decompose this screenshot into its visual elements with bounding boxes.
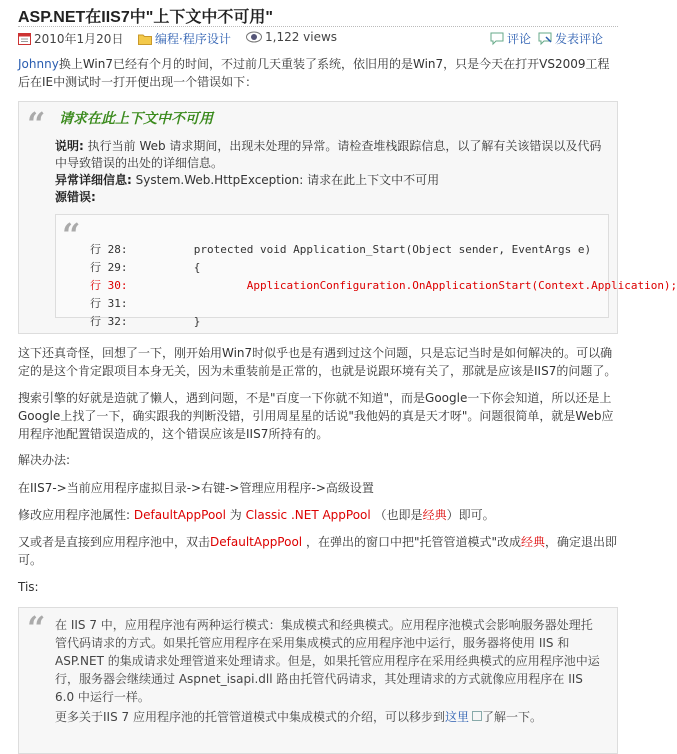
tips-heading: Tis: xyxy=(18,580,39,594)
post-meta xyxy=(18,30,618,48)
tip-quote-icon: “ xyxy=(27,609,46,647)
solution-alternative: 又或者是直接到应用程序池中，双击DefaultAppPool ，在弹出的窗口中把"托管管道模式"改成经典，确定退出即可。 xyxy=(18,535,618,567)
tip-text: 在 IIS 7 中，应用程序池有两种运行模式：集成模式和经典模式。应用程序池模式会影响服务器处理托管代码请求的方式。如果托管应用程序在采用集成模式的应用程序池中运行，服务器将使用 IIS 和 ASP.NET 的集成请求处理管道来处理请求。但是，如果托管应用程序在采用经典模式的应用程序池中运行，服务器会继续通过 Aspnet_isapi.dll 路由托管代码请求，其处理请求的方式就像应用程序在 IIS 6.0 中运行一样。 xyxy=(55,618,600,704)
calendar-icon xyxy=(18,32,31,45)
error-details xyxy=(55,138,605,206)
desc-text: 执行当前 Web 请求期间，出现未处理的异常。请检查堆栈跟踪信息，以了解有关该错误以及代码中导致错误的出处的详细信息。 xyxy=(55,139,602,170)
pool-name: DefaultAppPool xyxy=(133,508,226,522)
post-comment-link[interactable] xyxy=(538,30,603,47)
post-date-text: 2010年1月20日 xyxy=(34,32,124,46)
post-comment-label[interactable]: 发表评论 xyxy=(555,32,604,46)
code-line: 行 32: } xyxy=(90,315,201,328)
desc-label: 说明: xyxy=(55,139,84,153)
solution-heading: 解决办法: xyxy=(18,453,71,467)
error-title: 请求在此上下文中不可用 xyxy=(59,111,213,127)
body-paragraph-2: 搜索引擎的好就是造就了懒人，遇到问题，不是"百度一下你就不知道"，而是Google一下你会知道，所以还是上Google上找了一下，确实跟我的判断没错，引用周星星的话说"我他妈的真是天才呀"。问题很简单，就是Web应用程序池配置错误造成的，这个错误应该是IIS7所持有的。 xyxy=(18,391,614,441)
tip-quote-box xyxy=(18,607,618,754)
post-comment-icon xyxy=(538,32,552,45)
source-label: 源错误: xyxy=(55,190,96,204)
classic-word: 经典 xyxy=(422,508,447,522)
intro-paragraph xyxy=(18,55,618,91)
solution-step-1: 在IIS7->当前应用程序虚拟目录->右键->管理应用程序->高级设置 xyxy=(18,481,374,495)
body-paragraph-1: 这下还真奇怪，回想了一下，刚开始用Win7时似乎也是有遇到过这个问题，只是忘记当时是如何解决的。可以确定的是这个肯定跟项目本身无关，因为未重装前是正常的，也就是说跟环境有关了，那就是应该是IIS7的问题了。 xyxy=(18,346,617,378)
folder-icon xyxy=(138,33,152,45)
code-quote-icon: “ xyxy=(62,216,81,254)
post-title: ASP.NET在IIS7中"上下文中不可用" xyxy=(18,9,273,26)
post-date xyxy=(18,30,123,47)
code-line-highlighted: 行 30: ApplicationConfiguration.OnApplicationStart(Context.Application); xyxy=(90,279,677,292)
detail-text: System.Web.HttpException: 请求在此上下文中不可用 xyxy=(135,173,440,187)
pool-name-2: DefaultAppPool xyxy=(210,535,303,549)
code-line: 行 28: protected void Application_Start(Object sender, EventArgs e) xyxy=(90,243,592,256)
comment-label[interactable]: 评论 xyxy=(507,32,532,46)
intro-text: 换上Win7已经有个月的时间，不过前几天重装了系统，依旧用的是Win7，只是今天在打开VS2009工程后在IE中测试时一打开便出现一个错误如下： xyxy=(18,57,610,89)
here-link[interactable]: 这里 xyxy=(444,710,469,724)
comment-link[interactable] xyxy=(490,30,531,47)
post-views xyxy=(246,30,337,44)
code-line: 行 29: { xyxy=(90,261,201,274)
classic-pool-name: Classic .NET AppPool xyxy=(245,508,371,522)
code-listing xyxy=(90,223,677,331)
error-quote-box xyxy=(18,101,677,334)
comment-icon xyxy=(490,32,504,45)
post-category[interactable] xyxy=(138,30,231,47)
code-line: 行 31: xyxy=(90,297,128,310)
classic-word-2: 经典 xyxy=(521,535,546,549)
external-link-icon xyxy=(472,711,482,721)
solution-step-2: 修改应用程序池属性: DefaultAppPool 为 Classic .NET AppPool （也即是经典）即可。 xyxy=(18,508,495,522)
title-divider xyxy=(18,26,618,27)
eye-icon xyxy=(246,31,262,43)
tip-more: 更多关于IIS 7 应用程序池的托管管道模式中集成模式的介绍，可以移步到这里 了解一下。 xyxy=(55,710,542,724)
quote-icon: “ xyxy=(27,105,46,143)
code-quote-box xyxy=(55,214,677,328)
detail-label: 异常详细信息: xyxy=(55,173,132,187)
views-count: 1,122 views xyxy=(265,30,338,44)
category-link[interactable]: 编程·程序设计 xyxy=(155,32,231,46)
author-link[interactable]: Johnny xyxy=(18,57,59,71)
